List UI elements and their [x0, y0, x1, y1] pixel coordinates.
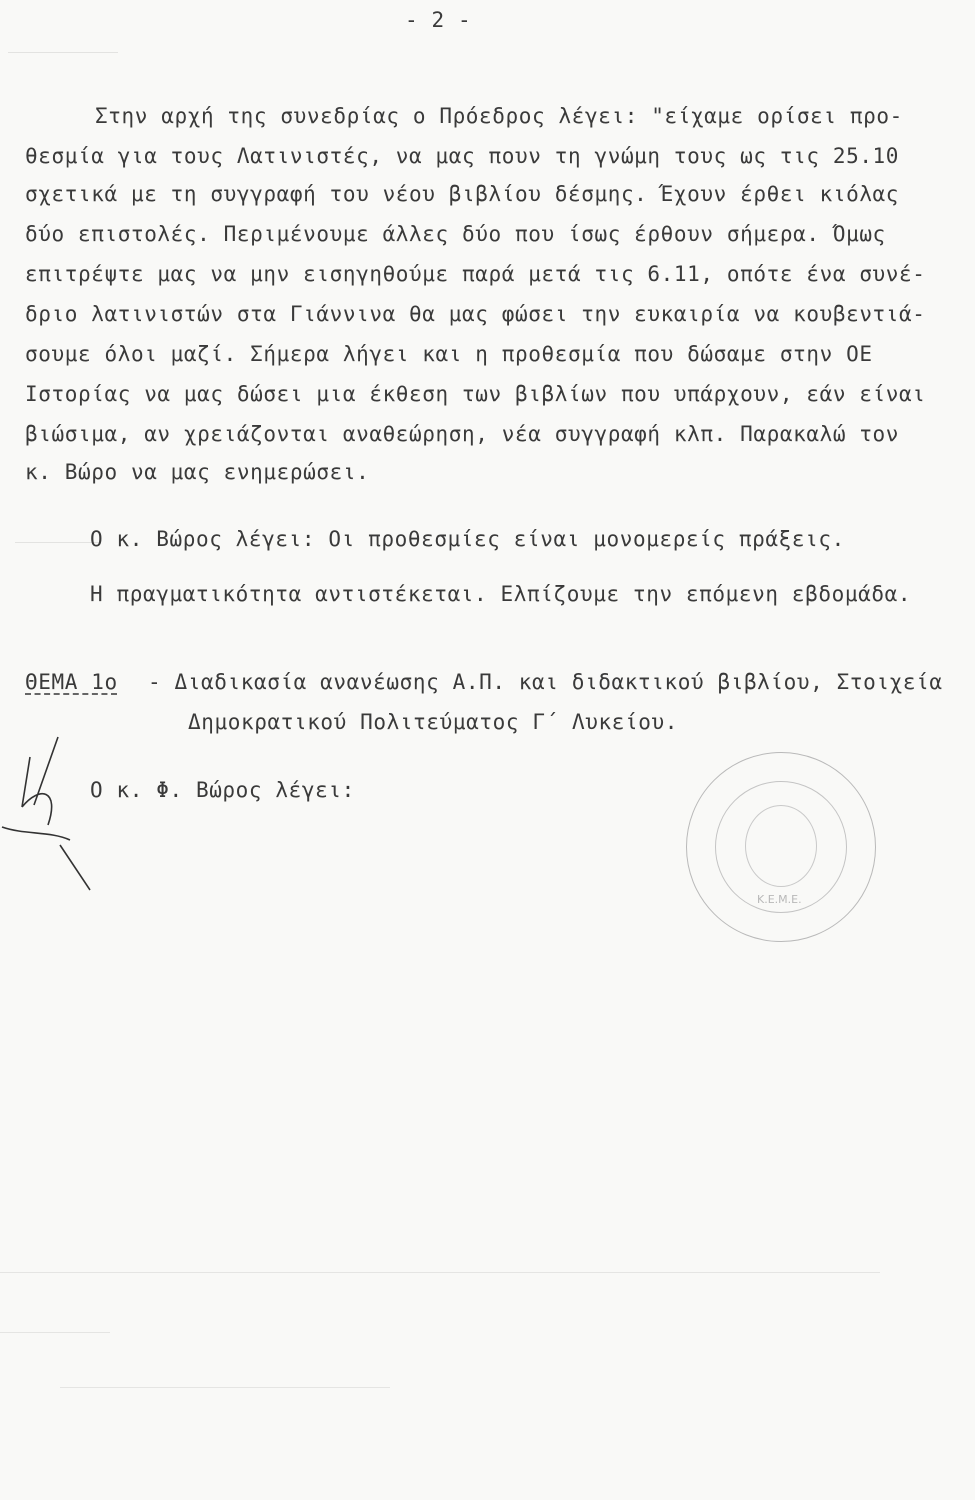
paragraph-voros-speaks: Ο κ. Φ. Βώρος λέγει:	[90, 778, 355, 802]
theme-label: ΘΕΜΑ 1ο	[25, 670, 118, 694]
paragraph-line: επιτρέψτε μας να μην εισηγηθούμε παρά μετά τις 6.11, οπότε ένα συνέ-	[25, 262, 926, 286]
paragraph-reality: Η πραγματικότητα αντιστέκεται. Ελπίζουμε την επόμενη εβδομάδα.	[90, 582, 912, 606]
paragraph-line: Στην αρχή της συνεδρίας ο Πρόεδρος λέγει: "είχαμε ορίσει προ-	[95, 104, 903, 128]
paragraph-line: κ. Βώρο να μας ενημερώσει.	[25, 460, 370, 484]
page-number: - 2 -	[405, 8, 472, 32]
paragraph-line: θεσμία για τους Λατινιστές, να μας πουν τη γνώμη τους ως τις 25.10	[25, 144, 900, 168]
paragraph-line: σχετικά με τη συγγραφή του νέου βιβλίου δέσμης. Έχουν έρθει κιόλας	[25, 182, 900, 206]
theme-title-line: - Διαδικασία ανανέωσης Α.Π. και διδακτικού βιβλίου, Στοιχεία	[148, 670, 943, 694]
paragraph-voros-statement: Ο κ. Βώρος λέγει: Οι προθεσμίες είναι μονομερείς πράξεις.	[90, 527, 845, 551]
official-stamp: Κ.Ε.Μ.Ε.	[686, 752, 876, 942]
paragraph-line: βιώσιμα, αν χρειάζονται αναθεώρηση, νέα συγγραφή κλπ. Παρακαλώ τον	[25, 422, 900, 446]
paragraph-line: δριο λατινιστών στα Γιάννινα θα μας φώσει την ευκαιρία να κουβεντιά-	[25, 302, 926, 326]
paragraph-line: δύο επιστολές. Περιμένουμε άλλες δύο που ίσως έρθουν σήμερα. Όμως	[25, 222, 886, 246]
signature-mark	[0, 735, 100, 895]
paragraph-line: σουμε όλοι μαζί. Σήμερα λήγει και η προθεσμία που δώσαμε στην ΟΕ	[25, 342, 873, 366]
paragraph-line: Ιστορίας να μας δώσει μια έκθεση των βιβλίων που υπάρχουν, εάν είναι	[25, 382, 926, 406]
theme-title-line: Δημοκρατικού Πολιτεύματος Γ΄ Λυκείου.	[188, 710, 678, 734]
